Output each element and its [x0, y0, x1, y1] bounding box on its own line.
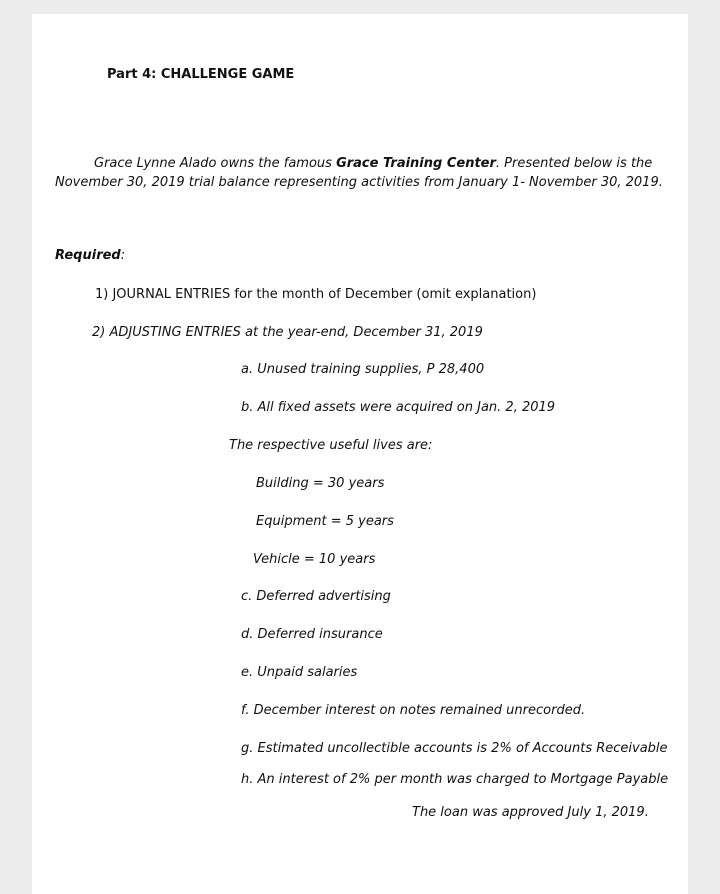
- required-heading: [55, 248, 125, 264]
- intro-line-1: [94, 156, 652, 172]
- life-equipment: Equipment = 5 years: [256, 514, 394, 529]
- intro-text-a: Grace Lynne Alado owns the famous: [94, 156, 337, 171]
- required-colon: :: [120, 248, 126, 263]
- sub-item-d: d. Deferred insurance: [241, 627, 383, 642]
- life-vehicle: Vehicle = 10 years: [253, 552, 376, 567]
- intro-text-b: . Presented below is the: [495, 156, 653, 171]
- document-page: [32, 14, 688, 894]
- sub-item-g: g. Estimated uncollectible accounts is 2% of Accounts Receivable: [241, 741, 668, 756]
- part-heading: Part 4: CHALLENGE GAME: [107, 67, 295, 82]
- sub-item-b: b. All fixed assets were acquired on Jan. 2, 2019: [241, 400, 556, 415]
- useful-lives-label: The respective useful lives are:: [229, 438, 433, 453]
- sub-item-f: f. December interest on notes remained unrecorded.: [241, 703, 586, 718]
- item-adjusting-entries: 2) ADJUSTING ENTRIES at the year-end, December 31, 2019: [92, 325, 483, 340]
- item-journal-entries: 1) JOURNAL ENTRIES for the month of December (omit explanation): [95, 287, 537, 302]
- life-building: Building = 30 years: [256, 476, 385, 491]
- required-label: Required: [55, 248, 121, 263]
- sub-item-e: e. Unpaid salaries: [241, 665, 358, 680]
- intro-line-2: November 30, 2019 trial balance representing activities from January 1- November 30, 2019.: [55, 175, 663, 190]
- company-name: Grace Training Center: [336, 156, 496, 171]
- sub-item-h: h. An interest of 2% per month was charged to Mortgage Payable: [241, 772, 669, 787]
- sub-item-a: a. Unused training supplies, P 28,400: [241, 362, 485, 377]
- loan-approval-note: The loan was approved July 1, 2019.: [412, 805, 649, 820]
- sub-item-c: c. Deferred advertising: [241, 589, 391, 604]
